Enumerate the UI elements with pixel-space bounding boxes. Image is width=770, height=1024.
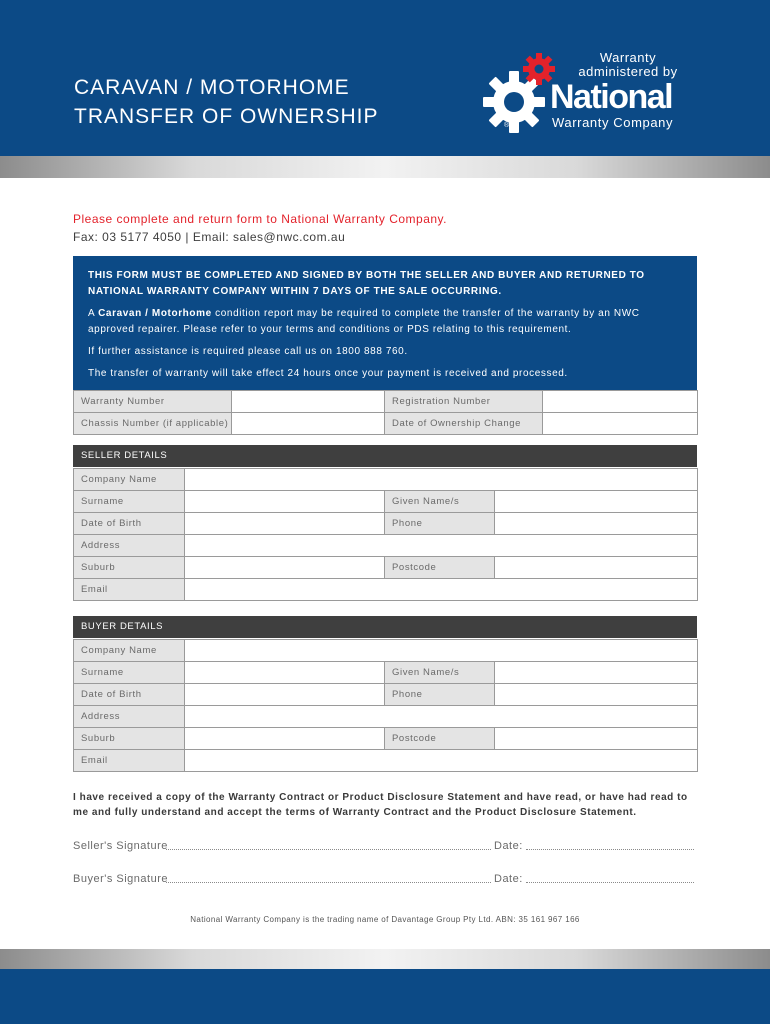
buyer-details-heading: BUYER DETAILS (73, 616, 697, 638)
seller-given-names-label: Given Name/s (385, 491, 495, 513)
buyer-given-names-label: Given Name/s (385, 662, 495, 684)
logo-wordmark: National (550, 78, 673, 116)
notice-condition-report (88, 306, 682, 322)
seller-date-line[interactable] (526, 849, 694, 850)
buyer-postcode-field[interactable] (495, 728, 698, 750)
seller-email-label: Email (74, 579, 185, 601)
seller-suburb-field[interactable] (185, 557, 385, 579)
warranty-number-label: Warranty Number (74, 391, 232, 413)
buyer-address-label: Address (74, 706, 185, 728)
buyer-given-names-field[interactable] (495, 662, 698, 684)
registered-mark: ® (504, 122, 510, 129)
ownership-change-date-field[interactable] (543, 413, 698, 435)
logo-tagline-line2: administered by (578, 64, 678, 79)
seller-dob-label: Date of Birth (74, 513, 185, 535)
buyer-dob-label: Date of Birth (74, 684, 185, 706)
seller-surname-label: Surname (74, 491, 185, 513)
chassis-number-field[interactable] (232, 413, 385, 435)
buyer-suburb-label: Suburb (74, 728, 185, 750)
national-warranty-logo (480, 48, 710, 138)
form-title-line2: TRANSFER OF OWNERSHIP (74, 105, 379, 128)
buyer-date-label: Date: (494, 873, 523, 885)
buyer-company-name-label: Company Name (74, 640, 185, 662)
seller-postcode-field[interactable] (495, 557, 698, 579)
seller-dob-field[interactable] (185, 513, 385, 535)
seller-address-field[interactable] (185, 535, 698, 557)
declaration-text: I have received a copy of the Warranty Contract or Product Disclosure Statement and have read, or have had read to me and fully understand and accept the terms of Warranty Contract and the Product Disclosure Statement. (73, 792, 688, 818)
seller-address-label: Address (74, 535, 185, 557)
seller-signature-row (73, 840, 697, 856)
notice-p2-start: A (88, 308, 99, 319)
notice-assistance: If further assistance is required please call us on 1800 888 760. (88, 346, 408, 357)
footer-gradient-strip (0, 949, 770, 969)
seller-email-field[interactable] (185, 579, 698, 601)
registration-number-field[interactable] (543, 391, 698, 413)
chassis-number-label: Chassis Number (if applicable) (74, 413, 232, 435)
seller-phone-label: Phone (385, 513, 495, 535)
logo-tagline-line1: Warranty (599, 50, 657, 65)
buyer-surname-label: Surname (74, 662, 185, 684)
notice-condition-report-line2: approved repairer. Please refer to your terms and conditions or PDS relating to this requirement. (88, 324, 572, 335)
registration-number-label: Registration Number (385, 391, 543, 413)
ownership-change-date-label: Date of Ownership Change (385, 413, 543, 435)
buyer-signature-line[interactable] (166, 882, 491, 883)
footer-banner (0, 969, 770, 1024)
buyer-phone-label: Phone (385, 684, 495, 706)
buyer-suburb-field[interactable] (185, 728, 385, 750)
buyer-address-field[interactable] (185, 706, 698, 728)
seller-given-names-field[interactable] (495, 491, 698, 513)
logo-tagline (573, 51, 683, 79)
buyer-details-table (73, 639, 698, 772)
header-banner (0, 0, 770, 156)
buyer-postcode-label: Postcode (385, 728, 495, 750)
buyer-phone-field[interactable] (495, 684, 698, 706)
notice-p2-bold: Caravan / Motorhome (98, 308, 212, 319)
notice-heading-line2: NATIONAL WARRANTY COMPANY WITHIN 7 DAYS OF THE SALE OCCURRING. (88, 286, 502, 297)
seller-signature-line[interactable] (166, 849, 491, 850)
warranty-fields-table (73, 390, 698, 435)
buyer-date-line[interactable] (526, 882, 694, 883)
notice-effect: The transfer of warranty will take effect 24 hours once your payment is received and processed. (88, 368, 568, 379)
seller-company-name-label: Company Name (74, 469, 185, 491)
seller-surname-field[interactable] (185, 491, 385, 513)
seller-details-heading: SELLER DETAILS (73, 445, 697, 467)
buyer-company-name-field[interactable] (185, 640, 698, 662)
seller-suburb-label: Suburb (74, 557, 185, 579)
return-instruction: Please complete and return form to National Warranty Company. (73, 212, 447, 226)
header-gradient-strip (0, 156, 770, 178)
warranty-number-field[interactable] (232, 391, 385, 413)
contact-details: Fax: 03 5177 4050 | Email: sales@nwc.com.au (73, 230, 346, 244)
buyer-signature-row (73, 873, 697, 889)
seller-postcode-label: Postcode (385, 557, 495, 579)
buyer-surname-field[interactable] (185, 662, 385, 684)
seller-phone-field[interactable] (495, 513, 698, 535)
seller-signature-label: Seller's Signature (73, 840, 168, 852)
buyer-email-field[interactable] (185, 750, 698, 772)
buyer-signature-label: Buyer's Signature (73, 873, 168, 885)
logo-company: Warranty Company (552, 115, 674, 130)
notice-heading-line1: THIS FORM MUST BE COMPLETED AND SIGNED BY BOTH THE SELLER AND BUYER AND RETURNED TO (88, 270, 645, 281)
buyer-email-label: Email (74, 750, 185, 772)
seller-company-name-field[interactable] (185, 469, 698, 491)
footer-note: National Warranty Company is the trading name of Davantage Group Pty Ltd. ABN: 35 161 967 166 (190, 915, 580, 924)
notice-box (73, 256, 697, 390)
buyer-dob-field[interactable] (185, 684, 385, 706)
seller-date-label: Date: (494, 840, 523, 852)
form-title-line1: CARAVAN / MOTORHOME (74, 76, 350, 99)
notice-p2-end: condition report may be required to complete the transfer of the warranty by an NWC (211, 308, 640, 319)
seller-details-table (73, 468, 698, 601)
